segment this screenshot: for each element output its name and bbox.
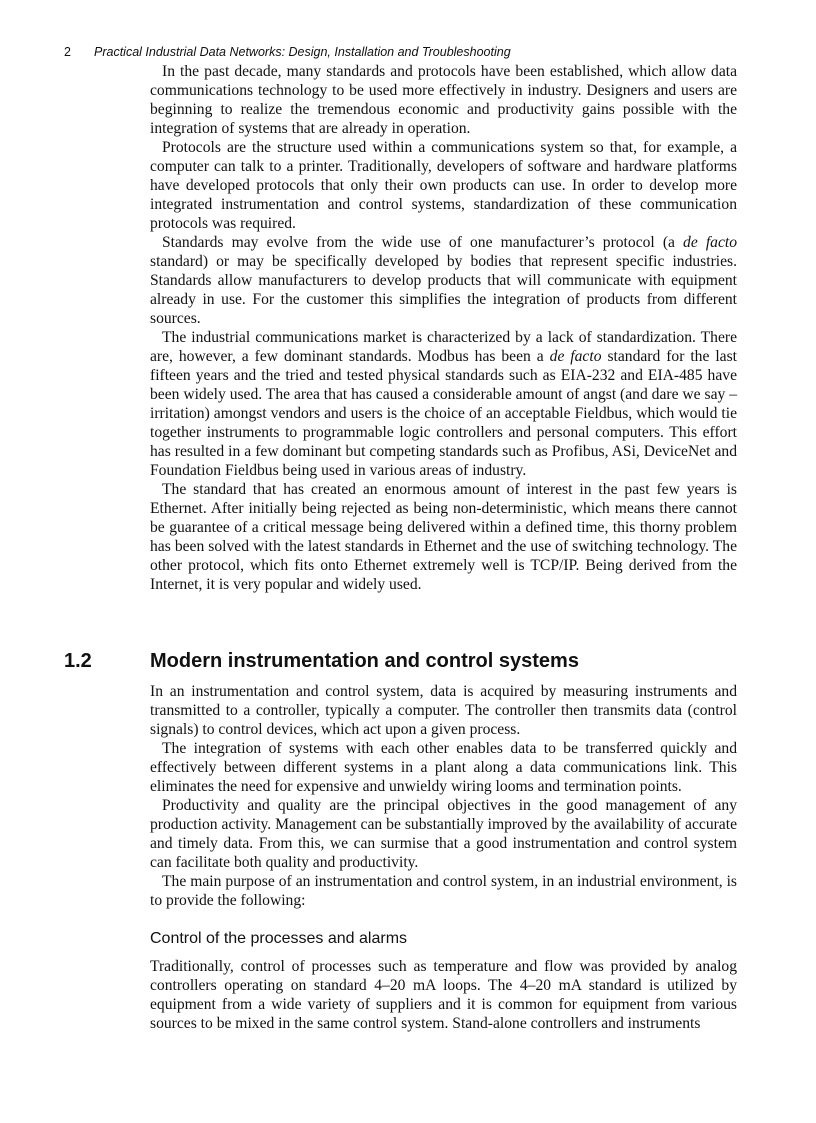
running-header: [64, 45, 511, 59]
italic-text: de facto: [549, 348, 602, 365]
section-number: 1.2: [64, 650, 92, 672]
subsection-heading: Control of the processes and alarms: [150, 930, 408, 947]
text: Standards may evolve from the wide use of one manufacturer’s protocol (a: [162, 234, 684, 251]
paragraph: Traditionally, control of processes such as temperature and flow was provided by analog controllers operating on standard 4–20 mA loops. The 4–20 mA standard is utilized by equipment from a wide variety of suppliers and it is common for equipment from various sources to be mixed in the same control system. Stand-alone controllers and instruments: [150, 958, 737, 1032]
paragraph: The standard that has created an enormous amount of interest in the past few years is Ethernet. After initially being rejected as being non-deterministic, which means there cannot be guarantee of a critical message being delivered within a defined time, this thorny problem has been solved with the latest standards in Ethernet and the use of switching technology. The other protocol, which fits onto Ethernet extremely well is TCP/IP. Being derived from the Internet, it is very popular and widely used.: [150, 481, 737, 593]
text: standard) or may be specifically developed by bodies that represent specific industries. Standards allow manufacturers to develop products that will communicate with equipment already in use. For the customer this simplifies the integration of products from different sources.: [150, 253, 737, 327]
paragraph: The integration of systems with each other enables data to be transferred quickly and effectively between different systems in a plant along a data communications link. This eliminates the need for expensive and unwieldy wiring looms and termination points.: [150, 740, 737, 795]
section-title: Modern instrumentation and control systems: [150, 650, 579, 672]
paragraph: [150, 233, 737, 328]
paragraph: [150, 328, 737, 480]
intro-text: [150, 62, 737, 594]
text: standard for the last fifteen years and the tried and tested physical standards such as EIA-232 and EIA-485 have been widely used. The area that has caused a considerable amount of angst (and dare we say – irritation) amongst vendors and users is the choice of an acceptable Fieldbus, which would tie together instruments to programmable logic controllers and personal computers. This effort has resulted in a few dominant but competing standards such as Profibus, ASi, DeviceNet and Foundation Fieldbus being used in various areas of industry.: [150, 348, 738, 479]
section-text: [150, 682, 737, 910]
paragraph: In an instrumentation and control system, data is acquired by measuring instruments and transmitted to a controller, typically a computer. The controller then transmits data (control signals) to control devices, which act upon a given process.: [150, 683, 737, 738]
paragraph: Protocols are the structure used within a communications system so that, for example, a computer can talk to a printer. Traditionally, developers of software and hardware platforms have developed protocols that only their own products can use. In order to develop more integrated instrumentation and control systems, standardization of these communication protocols was required.: [150, 139, 737, 232]
subsection-text: [150, 957, 737, 1033]
paragraph: In the past decade, many standards and protocols have been established, which allow data communications technology to be used more effectively in industry. Designers and users are beginning to realize the tremendous economic and productivity gains possible with the integration of systems that are already in operation.: [150, 63, 737, 137]
book-title: Practical Industrial Data Networks: Design, Installation and Troubleshooting: [94, 45, 511, 59]
page-number: 2: [64, 45, 71, 59]
text: The industrial communications market is characterized by a lack of standardization. There are, however, a few dominant standards. Modbus has been a: [150, 329, 737, 365]
paragraph: Productivity and quality are the principal objectives in the good management of any production activity. Management can be substantially improved by the availability of accurate and timely data. From this, we can surmise that a good instrumentation and control system can facilitate both quality and productivity.: [150, 797, 737, 871]
paragraph: The main purpose of an instrumentation and control system, in an industrial environment, is to provide the following:: [150, 873, 737, 909]
italic-text: de facto: [683, 234, 737, 251]
